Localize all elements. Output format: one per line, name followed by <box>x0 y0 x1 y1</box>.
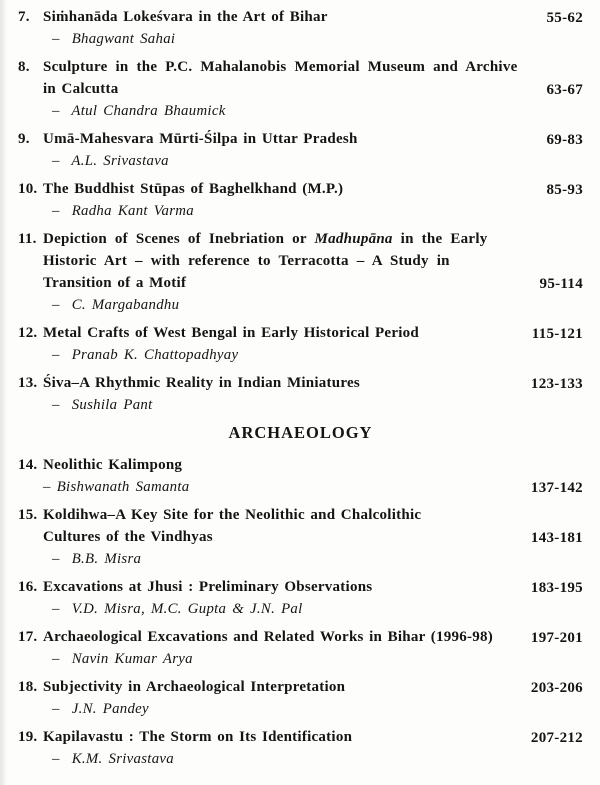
entry-author: – Bishwanath Samanta <box>43 479 190 495</box>
entry-author: – C. Margabandhu <box>52 297 180 313</box>
entry-title-line: Transition of a Motif <box>43 275 187 291</box>
entry-title: Archaeological Excavations and Related Works in Bihar (1996-98) <box>43 629 494 645</box>
toc-entry <box>18 504 583 570</box>
entry-title: Śiva–A Rhythmic Reality in Indian Miniatures <box>43 375 361 391</box>
toc-entry <box>18 454 583 498</box>
entry-number: 15. <box>18 507 38 523</box>
entry-title-line: Koldihwa–A Key Site for the Neolithic and Chalcolithic <box>43 507 422 523</box>
toc-entry <box>18 6 583 50</box>
toc-entry <box>18 322 583 366</box>
entry-title-line: Historic Art – with reference to Terracotta – A Study in <box>43 253 450 269</box>
scan-edge-shadow <box>0 0 7 785</box>
toc-entry <box>18 372 583 416</box>
entry-number: 13. <box>18 375 38 391</box>
entry-page-range: 69-83 <box>546 132 583 148</box>
entry-author: – J.N. Pandey <box>52 701 149 717</box>
entry-title: Umā-Mahesvara Mūrti-Śilpa in Uttar Pradesh <box>43 131 358 147</box>
entry-number: 9. <box>18 131 30 147</box>
toc-entry <box>18 626 583 670</box>
entry-author: – Bhagwant Sahai <box>52 31 176 47</box>
entry-author: – B.B. Misra <box>52 551 142 567</box>
entry-page-range: 55-62 <box>546 10 583 26</box>
entry-title-line <box>43 228 583 250</box>
entry-title-text: in the Early <box>392 231 488 247</box>
entry-author: – K.M. Srivastava <box>52 751 174 767</box>
entry-title: Metal Crafts of West Bengal in Early Historical Period <box>43 325 420 341</box>
entry-author: – Atul Chandra Bhaumick <box>52 103 226 119</box>
entry-page-range: 197-201 <box>530 630 583 646</box>
entry-page-range: 63-67 <box>546 82 583 98</box>
entry-title-line: in Calcutta <box>43 81 119 97</box>
entry-author: – Navin Kumar Arya <box>52 651 193 667</box>
entry-title: The Buddhist Stūpas of Baghelkhand (M.P.) <box>43 181 344 197</box>
entry-number: 8. <box>18 59 30 75</box>
entry-title-line: Sculpture in the P.C. Mahalanobis Memorial Museum and Archive <box>43 59 518 75</box>
toc-entry <box>18 228 583 316</box>
entry-page-range: 207-212 <box>530 730 583 746</box>
entry-page-range: 203-206 <box>530 680 583 696</box>
entry-page-range: 137-142 <box>530 480 583 496</box>
entry-author: – Pranab K. Chattopadhyay <box>52 347 239 363</box>
entry-number: 7. <box>18 9 30 25</box>
toc-entry <box>18 56 583 122</box>
entry-number: 17. <box>18 629 38 645</box>
toc-entry <box>18 178 583 222</box>
entry-number: 12. <box>18 325 38 341</box>
entry-title-italic-term: Madhupāna <box>314 231 393 247</box>
entry-page-range: 183-195 <box>530 580 583 596</box>
entry-page-range: 115-121 <box>531 326 583 342</box>
entry-page-range: 123-133 <box>530 376 583 392</box>
entry-page-range: 95-114 <box>539 276 583 292</box>
entry-page-range: 85-93 <box>546 182 583 198</box>
entry-page-range: 143-181 <box>530 530 583 546</box>
entry-number: 18. <box>18 679 38 695</box>
toc-entry <box>18 576 583 620</box>
entry-author: – A.L. Srivastava <box>52 153 169 169</box>
entry-title-text: Depiction of Scenes of Inebriation or <box>43 231 315 247</box>
entry-number: 14. <box>18 457 38 473</box>
entry-title: Neolithic Kalimpong <box>43 457 183 473</box>
entry-title: Siṁhanāda Lokeśvara in the Art of Bihar <box>43 9 328 25</box>
toc-entry <box>18 726 583 770</box>
entry-number: 19. <box>18 729 38 745</box>
entry-title: Kapilavastu : The Storm on Its Identification <box>43 729 353 745</box>
entry-title: Excavations at Jhusi : Preliminary Observations <box>43 579 373 595</box>
toc-entry <box>18 128 583 172</box>
entry-number: 10. <box>18 181 38 197</box>
entry-title: Subjectivity in Archaeological Interpretation <box>43 679 346 695</box>
entry-author: – Sushila Pant <box>52 397 153 413</box>
toc-entry <box>18 676 583 720</box>
entry-number: 11. <box>18 231 37 247</box>
entry-number: 16. <box>18 579 38 595</box>
entry-author: – V.D. Misra, M.C. Gupta & J.N. Pal <box>52 601 303 617</box>
entry-title-line: Cultures of the Vindhyas <box>43 529 213 545</box>
section-heading-archaeology: ARCHAEOLOGY <box>228 423 373 442</box>
entry-author: – Radha Kant Varma <box>52 203 194 219</box>
